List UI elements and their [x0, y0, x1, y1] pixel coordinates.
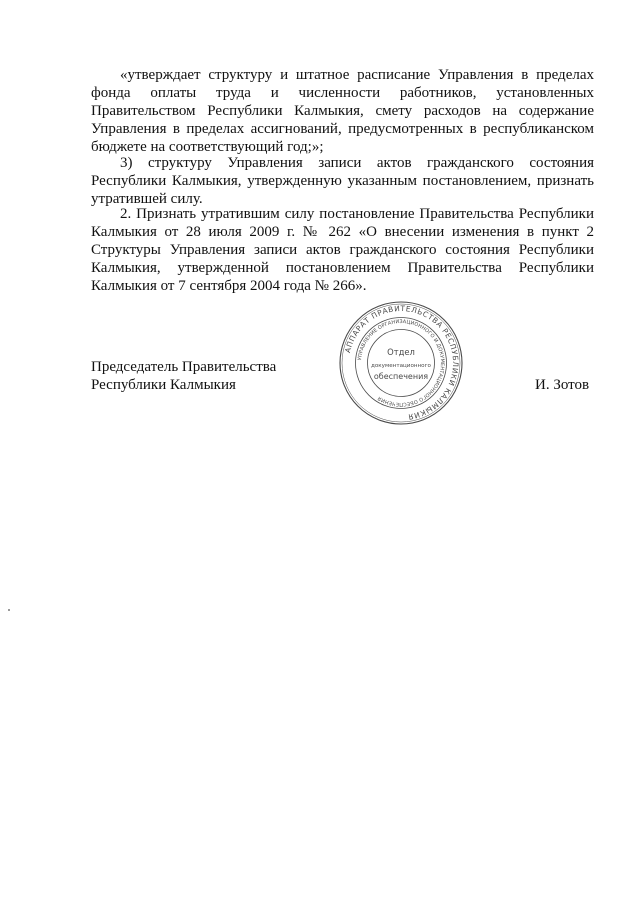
- seal-center-line3: обеспечения: [373, 372, 429, 381]
- paragraph-item-2-repeal: 2. Признать утратившим силу постановление Правительства Республики Калмыкия от 28 июля 2009 г. № 262 «О внесении изменения в пункт 2 Структуры Управления записи актов гражданского состояния Республики Калмыкия, утвержденной постановлением Правительства Республики Калмыкия от 7 сентября 2004 года № 266».: [91, 206, 594, 294]
- seal-center-line1: Отдел: [387, 347, 415, 357]
- scan-speck: [8, 609, 10, 611]
- seal-inner-ring-text: УПРАВЛЕНИЕ ОРГАНИЗАЦИОННОГО И ДОКУМЕНТАЦИОННОГО ОБЕСПЕЧЕНИЯ: [357, 318, 446, 408]
- signatory-title-line2: Республики Калмыкия: [91, 377, 236, 393]
- signatory-title: [91, 358, 276, 394]
- signatory-name: И. Зотов: [535, 377, 590, 393]
- seal-center-line2: документационного: [371, 363, 431, 369]
- paragraph-item-3: 3) структуру Управления записи актов гражданского состояния Республики Калмыкия, утвержденную указанным постановлением, признать утратившей силу.: [91, 155, 594, 207]
- paragraph-amendment-quote: «утверждает структуру и штатное расписание Управления в пределах фонда оплаты труда и численности работников, установленных Правительством Республики Калмыкия, смету расходов на содержание Управления в пределах ассигнований, предусмотренных в республиканском бюджете на соответствующий год;»;: [91, 67, 594, 155]
- signatory-title-line1: Председатель Правительства: [91, 359, 277, 375]
- seal-outer-ring-text: АППАРАТ ПРАВИТЕЛЬСТВА РЕСПУБЛИКИ КАЛМЫКИЯ: [343, 303, 461, 422]
- official-seal-stamp: [338, 300, 464, 426]
